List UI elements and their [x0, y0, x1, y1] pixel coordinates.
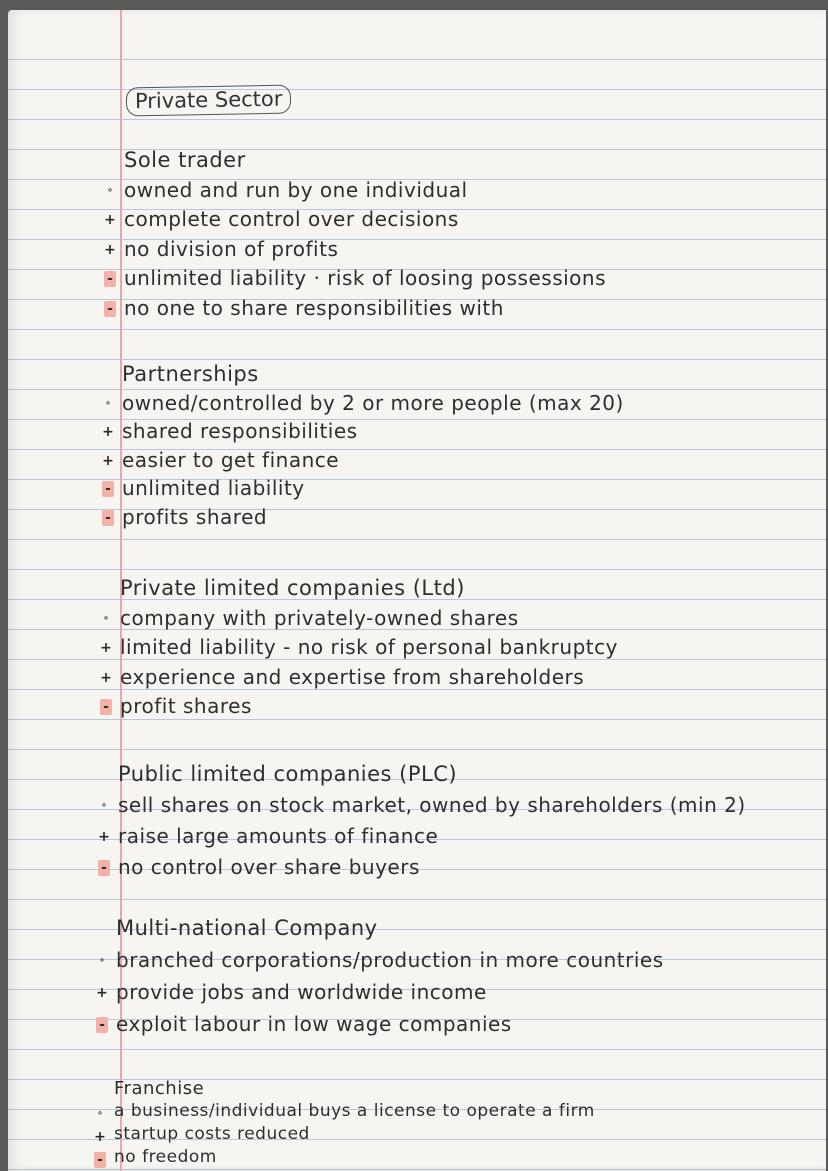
list-item: unlimited liability	[122, 476, 305, 500]
list-item: unlimited liability · risk of loosing possessions	[124, 266, 606, 290]
list-item: no division of profits	[124, 236, 339, 261]
dot-bullet-icon: ∘	[104, 397, 112, 409]
section-title: Multi-national Company	[116, 916, 378, 940]
dot-bullet-icon: ∘	[100, 800, 108, 811]
notebook-page	[8, 10, 826, 1171]
section-title: Partnerships	[122, 362, 259, 386]
list-item: provide jobs and worldwide income	[116, 980, 487, 1004]
section-title: Public limited companies (PLC)	[118, 762, 458, 786]
list-item: profits shared	[122, 504, 268, 529]
list-item: raise large amounts of finance	[118, 824, 439, 848]
plus-bullet-icon: +	[100, 640, 112, 656]
list-item: sell shares on stock market, owned by shareholders (min 2)	[118, 793, 746, 817]
minus-bullet-icon: -	[100, 699, 112, 715]
section-title: Private limited companies (Ltd)	[120, 576, 465, 600]
plus-bullet-icon: +	[104, 241, 116, 258]
page-heading: Private Sector	[126, 85, 292, 117]
minus-bullet-icon: -	[102, 510, 114, 526]
dot-bullet-icon: ∘	[96, 1108, 104, 1119]
list-item: no control over share buyers	[118, 855, 420, 879]
plus-bullet-icon: +	[96, 985, 108, 1001]
list-item: no freedom	[114, 1147, 217, 1167]
section-title: Sole trader	[124, 148, 246, 172]
list-item: limited liability - no risk of personal bankruptcy	[120, 635, 618, 659]
dot-bullet-icon: ∘	[102, 612, 110, 624]
list-item: no one to share responsibilities with	[124, 295, 504, 320]
list-item: company with privately-owned shares	[120, 605, 519, 630]
minus-bullet-icon: -	[104, 301, 116, 317]
section-title: Franchise	[114, 1078, 205, 1099]
list-item: exploit labour in low wage companies	[116, 1012, 512, 1036]
minus-bullet-icon: -	[94, 1152, 106, 1168]
plus-bullet-icon: +	[94, 1129, 106, 1145]
list-item: startup costs reduced	[114, 1124, 310, 1144]
list-item: owned and run by one individual	[124, 177, 468, 202]
list-item: profit shares	[120, 694, 252, 718]
list-item: complete control over decisions	[124, 207, 459, 231]
list-item: easier to get finance	[122, 447, 340, 472]
minus-bullet-icon: -	[98, 860, 110, 876]
dot-bullet-icon: ∘	[98, 955, 106, 966]
dot-bullet-icon: ∘	[106, 184, 114, 196]
plus-bullet-icon: +	[102, 452, 114, 469]
minus-bullet-icon: -	[96, 1017, 108, 1033]
list-item: owned/controlled by 2 or more people (max 20)	[122, 390, 624, 415]
plus-bullet-icon: +	[100, 669, 112, 686]
plus-bullet-icon: +	[98, 829, 110, 845]
list-item: a business/individual buys a license to operate a firm	[114, 1101, 595, 1121]
list-item: experience and expertise from shareholders	[120, 664, 585, 689]
plus-bullet-icon: +	[104, 212, 116, 228]
list-item: shared responsibilities	[122, 419, 358, 443]
minus-bullet-icon: -	[102, 481, 114, 497]
plus-bullet-icon: +	[102, 424, 114, 440]
list-item: branched corporations/production in more countries	[116, 948, 664, 972]
minus-bullet-icon: -	[104, 271, 116, 287]
